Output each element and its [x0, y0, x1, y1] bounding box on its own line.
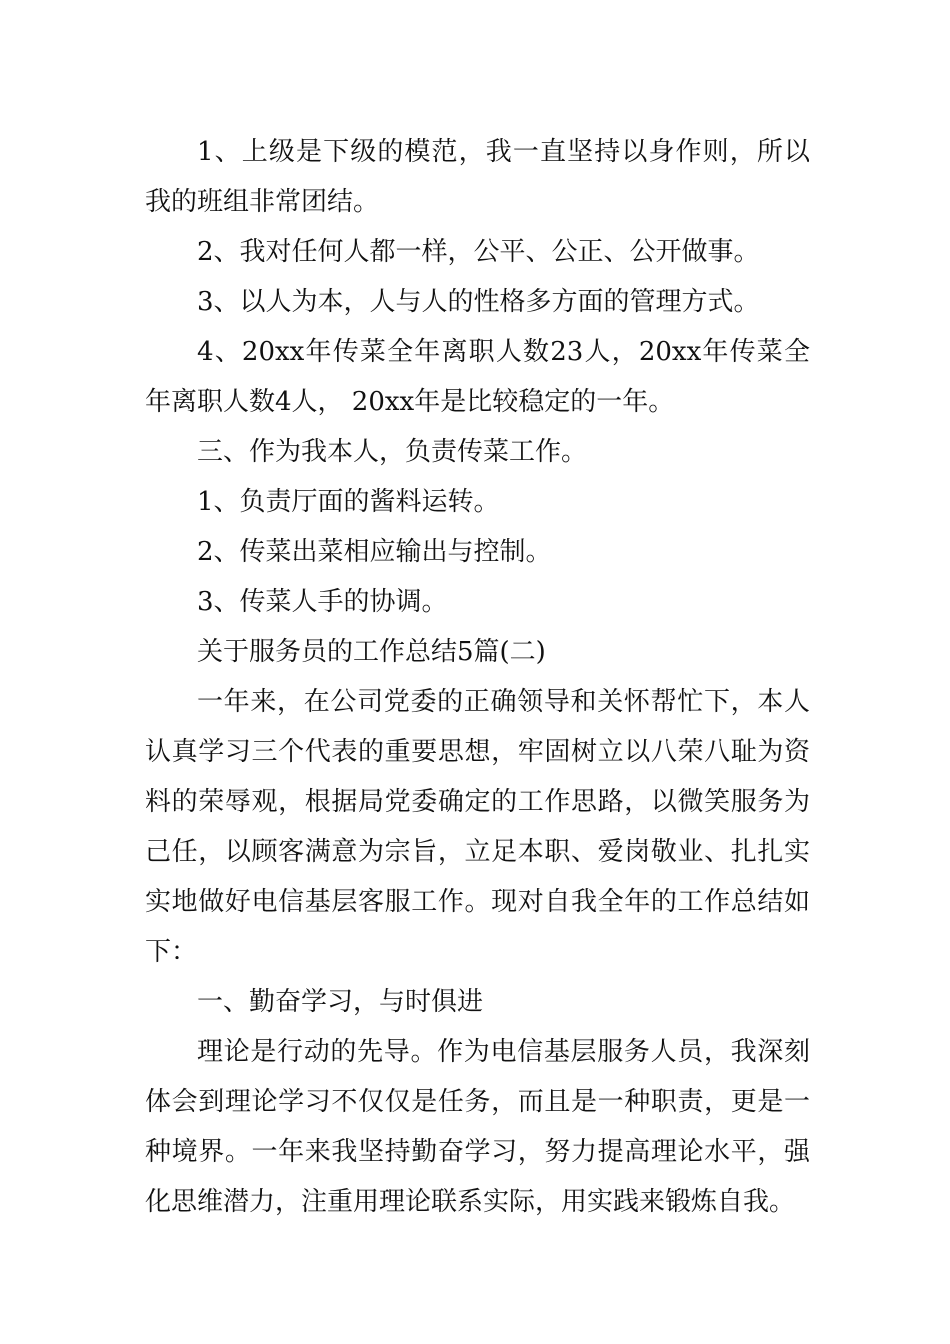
paragraph-output-control: 2、传菜出菜相应输出与控制。: [197, 537, 552, 567]
paragraph-year-review: 一年来，在公司党委的正确领导和关怀帮忙下，本人认真学习三个代表的重要思想，牢固树立以八荣八耻为资料的荣辱观，根据局党委确定的工作思路，以微笑服务为己任，以顾客满意为宗旨，立足本职、爱岗敬业、扎扎实实地做好电信基层客服工作。现对自我全年的工作总结如下：: [145, 687, 810, 967]
paragraph-fairness: 2、我对任何人都一样，公平、公正、公开做事。: [197, 237, 760, 267]
paragraph-staff-coordination: 3、传菜人手的协调。: [197, 587, 448, 617]
section-heading-three: 三、作为我本人，负责传菜工作。: [197, 437, 588, 467]
document-body: [145, 127, 810, 1227]
paragraph-turnover: 4、20xx年传菜全年离职人数23人，20xx年传菜全年离职人数4人， 20xx年是比较稳定的一年。: [145, 337, 810, 417]
article-title-two: 关于服务员的工作总结5篇(二): [197, 637, 546, 667]
paragraph-people-oriented: 3、以人为本，人与人的性格多方面的管理方式。: [197, 287, 760, 317]
paragraph-sauce-operation: 1、负责厅面的酱料运转。: [197, 487, 500, 517]
paragraph-theory-guidance: 理论是行动的先导。作为电信基层服务人员，我深刻体会到理论学习不仅仅是任务，而且是一种职责，更是一种境界。一年来我坚持勤奋学习，努力提高理论水平，强化思维潜力，注重用理论联系实际，用实践来锻炼自我。: [145, 1037, 810, 1217]
paragraph-leader-example: 1、上级是下级的模范，我一直坚持以身作则，所以我的班组非常团结。: [145, 137, 810, 217]
section-heading-study: 一、勤奋学习，与时俱进: [197, 987, 484, 1017]
